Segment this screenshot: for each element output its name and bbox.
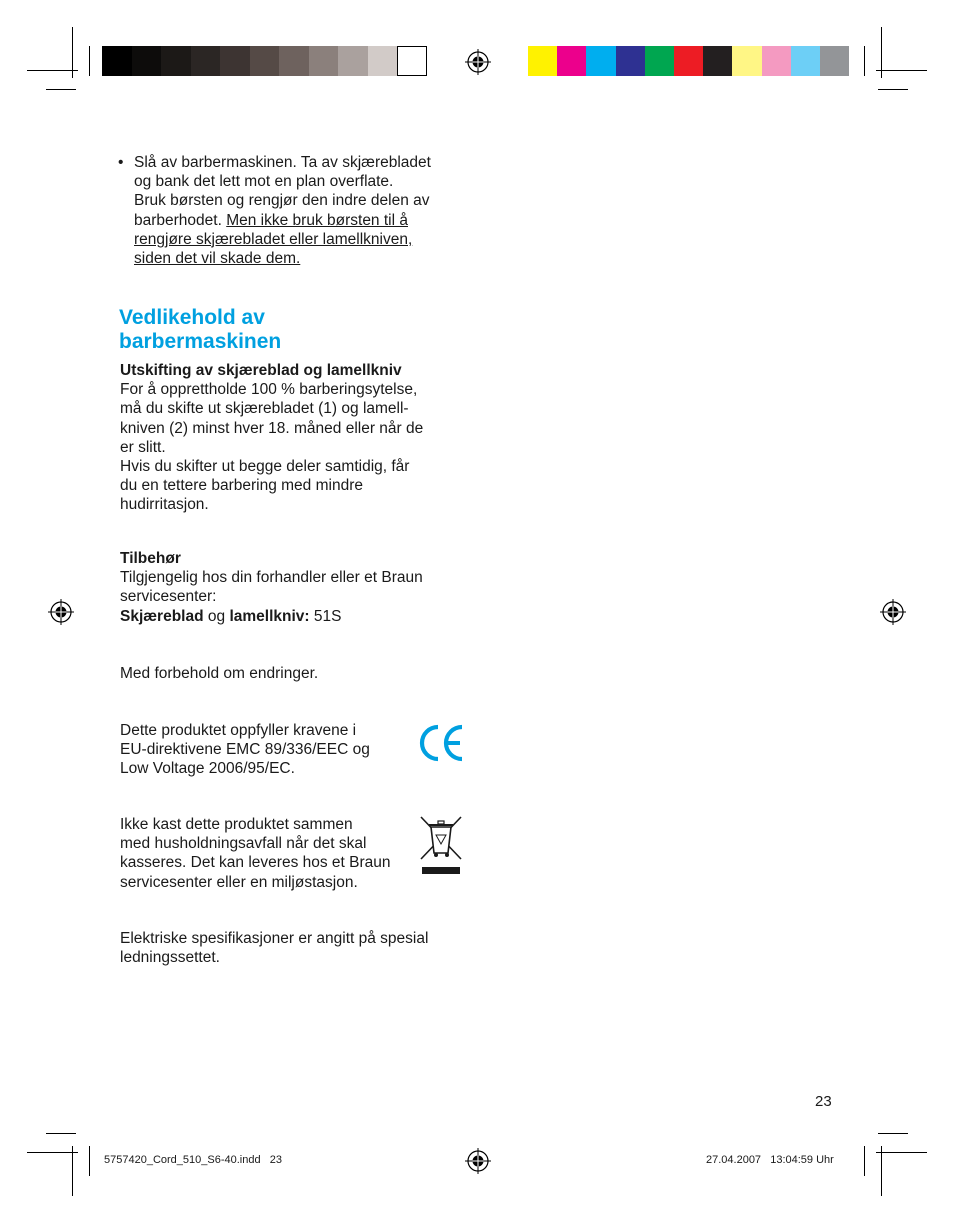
crop-mark (864, 1146, 865, 1176)
color-swatch (528, 46, 557, 76)
text-line: kasseres. Det kan leveres hos et Braun (120, 854, 391, 872)
text-line: EU-direktivene EMC 89/336/EEC og (120, 741, 370, 759)
replacement-block (120, 361, 465, 515)
color-swatch (645, 46, 674, 76)
color-swatch (250, 46, 280, 76)
color-swatch (132, 46, 162, 76)
color-swatch (674, 46, 703, 76)
color-swatch (762, 46, 791, 76)
registration-mark-icon (48, 599, 74, 625)
color-swatch (102, 46, 132, 76)
text-line: Bruk børsten og rengjør den indre delen av (134, 192, 430, 210)
electrical-specs (120, 929, 470, 967)
title-line: barbermaskinen (119, 330, 282, 353)
color-swatch (279, 46, 309, 76)
text-line: Dette produktet oppfyller kravene i (120, 722, 357, 739)
crop-mark (27, 1152, 78, 1153)
title-line: Vedlikehold av (119, 306, 265, 329)
registration-mark-icon (880, 599, 906, 625)
color-swatch (161, 46, 191, 76)
text-line: er slitt. (120, 438, 166, 456)
text-segment: barberhodet. (134, 211, 222, 229)
part-name: lamellkniv: (229, 607, 310, 625)
subheading: Tilbehør (120, 550, 181, 567)
section-title (119, 306, 459, 354)
color-swatch (616, 46, 645, 76)
text-line: og bank det lett mot en plan overflate. (134, 173, 394, 191)
text-line: Ikke kast dette produktet sammen (120, 816, 353, 833)
page-number: 23 (815, 1093, 832, 1110)
text-line: kniven (2) minst hver 18. måned eller når de (120, 419, 424, 437)
registration-mark-icon (465, 49, 491, 75)
crop-mark (878, 1133, 908, 1134)
text-line: hudirritasjon. (120, 496, 209, 514)
color-swatch (732, 46, 761, 76)
text-line: servicesenter eller en miljøstasjon. (120, 873, 358, 891)
crossed-bin-icon (419, 815, 463, 877)
color-swatch (220, 46, 250, 76)
crop-mark (72, 1146, 73, 1196)
bullet-text (134, 153, 474, 268)
color-swatch (368, 46, 398, 76)
color-swatch (309, 46, 339, 76)
slug-filename: 5757420_Cord_510_S6-40.indd 23 (104, 1154, 282, 1166)
accessories-block (120, 549, 465, 626)
parts-line (120, 607, 465, 626)
color-swatch (586, 46, 615, 76)
text-line (134, 211, 474, 230)
color-swatch (557, 46, 586, 76)
subheading: Utskifting av skjæreblad og lamellkniv (120, 362, 402, 379)
warning-underlined: rengjøre skjærebladet eller lamellkniven, (134, 230, 413, 248)
color-swatch (820, 46, 849, 76)
text-segment: og (207, 607, 226, 625)
ce-statement (120, 721, 410, 779)
crop-mark (46, 1133, 76, 1134)
text-line: med husholdningsavfall når det skal (120, 835, 367, 853)
text-line: servicesenter: (120, 588, 217, 606)
crop-mark (89, 46, 90, 76)
crop-mark (876, 1152, 927, 1153)
part-name: Skjæreblad (120, 607, 204, 625)
bullet-symbol: • (118, 154, 124, 171)
color-swatch (703, 46, 732, 76)
text-line: må du skifte ut skjærebladet (1) og lamell- (120, 400, 409, 418)
color-swatch (191, 46, 221, 76)
text-line: ledningssettet. (120, 949, 220, 967)
warning-underlined: Men ikke bruk børsten til å (226, 211, 408, 229)
text-line: Tilgjengelig hos din forhandler eller et Braun (120, 569, 423, 587)
text-line: Elektriske spesifikasjoner er angitt på spesial (120, 930, 429, 947)
text-line: For å opprettholde 100 % barberingsytelse, (120, 381, 418, 399)
text-line: du en tettere barbering med mindre (120, 477, 363, 495)
crop-mark (876, 70, 927, 71)
crop-mark (27, 70, 78, 71)
warning-underlined: siden det vil skade dem. (134, 250, 301, 268)
crop-mark (864, 46, 865, 76)
registration-mark-icon (465, 1148, 491, 1174)
ce-mark-icon (419, 723, 464, 763)
crop-mark (89, 1146, 90, 1176)
crop-mark (878, 89, 908, 90)
part-number: 51S (313, 607, 342, 625)
text-line: Hvis du skifter ut begge deler samtidig, får (120, 458, 410, 476)
slug-timestamp: 27.04.2007 13:04:59 Uhr (706, 1154, 834, 1166)
text-line: Slå av barbermaskinen. Ta av skjærebladet (134, 154, 431, 171)
disposal-statement (120, 815, 415, 892)
notice: Med forbehold om endringer. (120, 665, 319, 682)
color-swatch (338, 46, 368, 76)
crop-mark (881, 1146, 882, 1196)
color-swatch (791, 46, 820, 76)
crop-mark (46, 89, 76, 90)
color-swatch (397, 46, 427, 76)
text-line: Low Voltage 2006/95/EC. (120, 760, 295, 778)
